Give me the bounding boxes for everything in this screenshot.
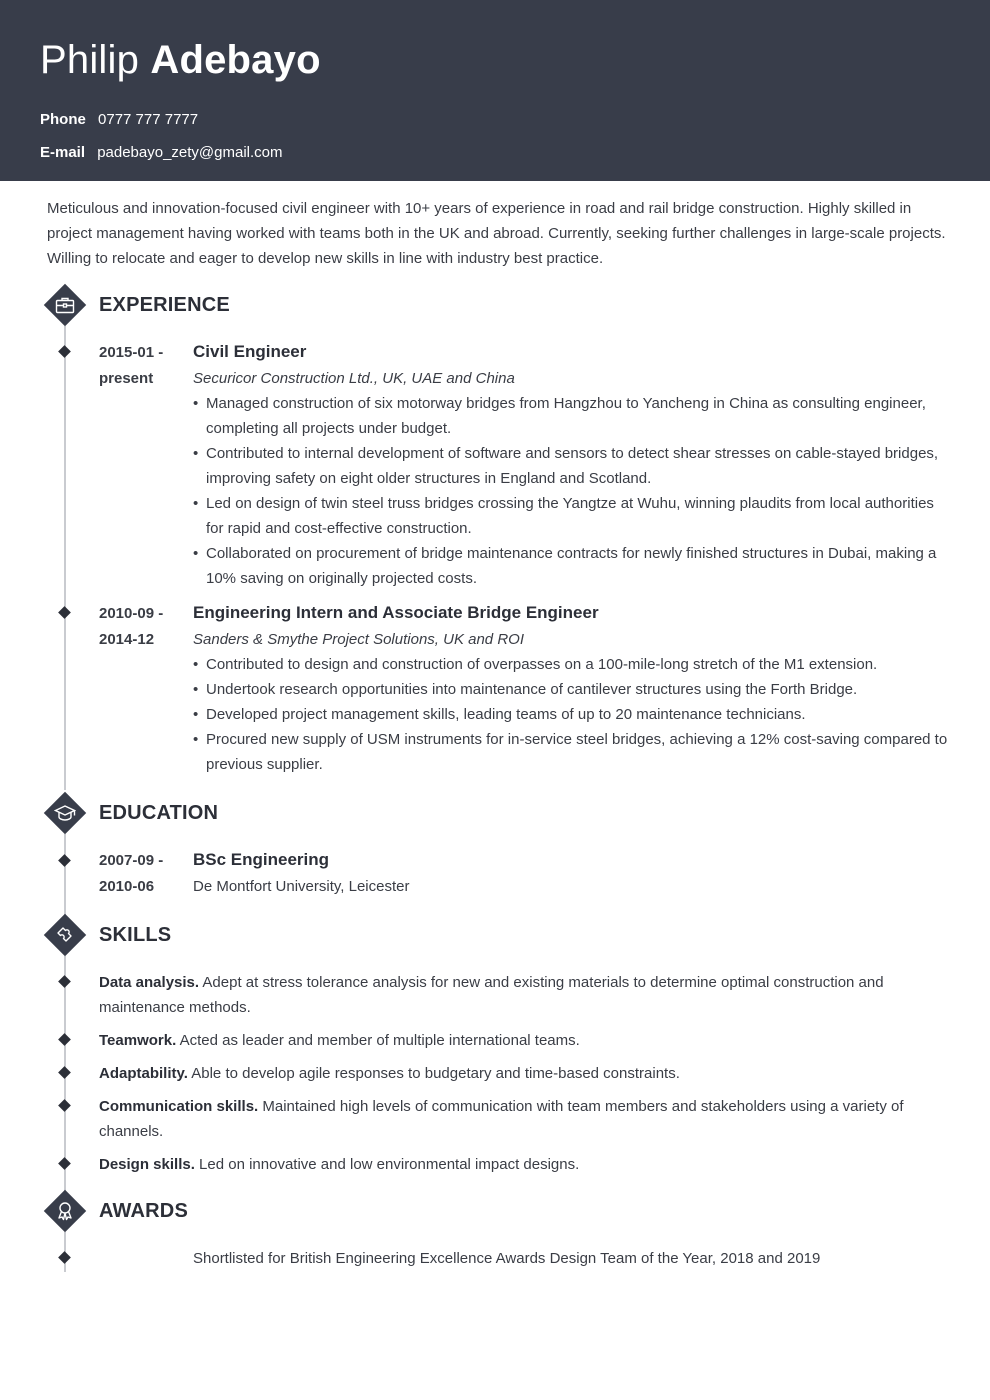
timeline-marker bbox=[58, 1157, 71, 1170]
award-item: Shortlisted for British Engineering Excellence Awards Design Team of the Year, 2018 and 2019 bbox=[193, 1250, 821, 1267]
first-name: Philip bbox=[40, 38, 140, 82]
skill-name: Adaptability. bbox=[99, 1065, 188, 1082]
company-name: Securicor Construction Ltd., UK, UAE and China bbox=[193, 370, 515, 387]
degree: BSc Engineering bbox=[193, 850, 330, 869]
skill-name: Design skills. bbox=[99, 1156, 195, 1173]
duties-list bbox=[193, 652, 949, 777]
experience-entry bbox=[99, 340, 949, 591]
timeline-marker bbox=[58, 1099, 71, 1112]
section-title-experience: EXPERIENCE bbox=[99, 294, 230, 316]
phone-label: Phone bbox=[40, 111, 86, 128]
skill-description: Adept at stress tolerance analysis for new and existing materials to determine optimal construction and maintenance methods. bbox=[99, 974, 884, 1016]
last-name: Adebayo bbox=[150, 38, 321, 82]
profile-summary: Meticulous and innovation-focused civil engineer with 10+ years of experience in road and rail bridge construction. Highly skilled in project management having worked with teams both in the UK and abroad. Currently, seeking further challenges in large-scale projects. Willing to relocate and eager to develop new skills in line with industry best practice. bbox=[47, 200, 946, 267]
skill-name: Teamwork. bbox=[99, 1032, 177, 1049]
duty-item: • Collaborated on procurement of bridge maintenance contracts for newly finished structures in Dubai, making a 10% saving on originally projected costs. bbox=[193, 541, 949, 591]
school-name: De Montfort University, Leicester bbox=[193, 878, 410, 895]
candidate-name bbox=[40, 36, 950, 84]
duty-item: • Developed project management skills, leading teams of up to 20 maintenance technicians. bbox=[193, 702, 949, 727]
timeline-line-education bbox=[64, 834, 66, 916]
timeline-marker bbox=[58, 1066, 71, 1079]
skill-description: Acted as leader and member of multiple international teams. bbox=[179, 1032, 580, 1049]
timeline-marker bbox=[58, 606, 71, 619]
duty-item: • Managed construction of six motorway bridges from Hangzhou to Yancheng in China as consulting engineer, completing all projects under budget. bbox=[193, 391, 949, 441]
timeline-line-experience bbox=[64, 326, 66, 790]
puzzle-icon bbox=[52, 922, 78, 948]
duty-item: • Contributed to design and construction of overpasses on a 100-mile-long stretch of the M1 extension. bbox=[193, 652, 949, 677]
experience-dates: 2015-01 - present bbox=[99, 344, 164, 387]
company-name: Sanders & Smythe Project Solutions, UK and ROI bbox=[193, 631, 524, 648]
email-row bbox=[40, 144, 950, 162]
skill-item bbox=[99, 1028, 949, 1053]
skill-item bbox=[99, 1061, 949, 1086]
experience-entry bbox=[99, 601, 949, 777]
timeline-marker bbox=[58, 975, 71, 988]
skill-description: Led on innovative and low environmental impact designs. bbox=[199, 1156, 580, 1173]
skill-name: Communication skills. bbox=[99, 1098, 259, 1115]
resume-header bbox=[0, 0, 990, 181]
education-entry bbox=[99, 848, 949, 899]
duty-item: • Undertook research opportunities into maintenance of cantilever structures using the Forth Bridge. bbox=[193, 677, 949, 702]
skill-item bbox=[99, 970, 949, 1020]
section-title-skills: SKILLS bbox=[99, 924, 172, 946]
job-title: Civil Engineer bbox=[193, 342, 307, 361]
graduation-cap-icon bbox=[52, 800, 78, 826]
duty-item: • Procured new supply of USM instruments for in-service steel bridges, achieving a 12% cost-saving compared to previous supplier. bbox=[193, 727, 949, 777]
briefcase-icon bbox=[52, 292, 78, 318]
duties-list bbox=[193, 391, 949, 591]
duty-item: • Led on design of twin steel truss bridges crossing the Yangtze at Wuhu, winning plaudits from local authorities for rapid and cost-effective construction. bbox=[193, 491, 949, 541]
skill-item bbox=[99, 1152, 949, 1177]
education-dates: 2007-09 - 2010-06 bbox=[99, 852, 164, 895]
section-title-awards: AWARDS bbox=[99, 1200, 188, 1222]
timeline-marker bbox=[58, 854, 71, 867]
timeline-marker bbox=[58, 345, 71, 358]
timeline-marker bbox=[58, 1251, 71, 1264]
skill-description: Maintained high levels of communication with team members and stakeholders using a variety of channels. bbox=[99, 1098, 904, 1140]
email-value: padebayo_zety@gmail.com bbox=[97, 144, 283, 161]
skill-item bbox=[99, 1094, 949, 1144]
email-label: E-mail bbox=[40, 144, 86, 161]
phone-value: 0777 777 7777 bbox=[98, 111, 199, 128]
job-title: Engineering Intern and Associate Bridge Engineer bbox=[193, 603, 599, 622]
award-ribbon-icon bbox=[52, 1198, 78, 1224]
section-title-education: EDUCATION bbox=[99, 802, 219, 824]
skill-description: Able to develop agile responses to budgetary and time-based constraints. bbox=[191, 1065, 680, 1082]
skill-name: Data analysis. bbox=[99, 974, 200, 991]
duty-item: • Contributed to internal development of software and sensors to detect shear stresses on cable-stayed bridges, improving safety on eight older structures in England and Scotland. bbox=[193, 441, 949, 491]
phone-row bbox=[40, 111, 950, 129]
experience-dates: 2010-09 - 2014-12 bbox=[99, 605, 164, 648]
timeline-marker bbox=[58, 1033, 71, 1046]
